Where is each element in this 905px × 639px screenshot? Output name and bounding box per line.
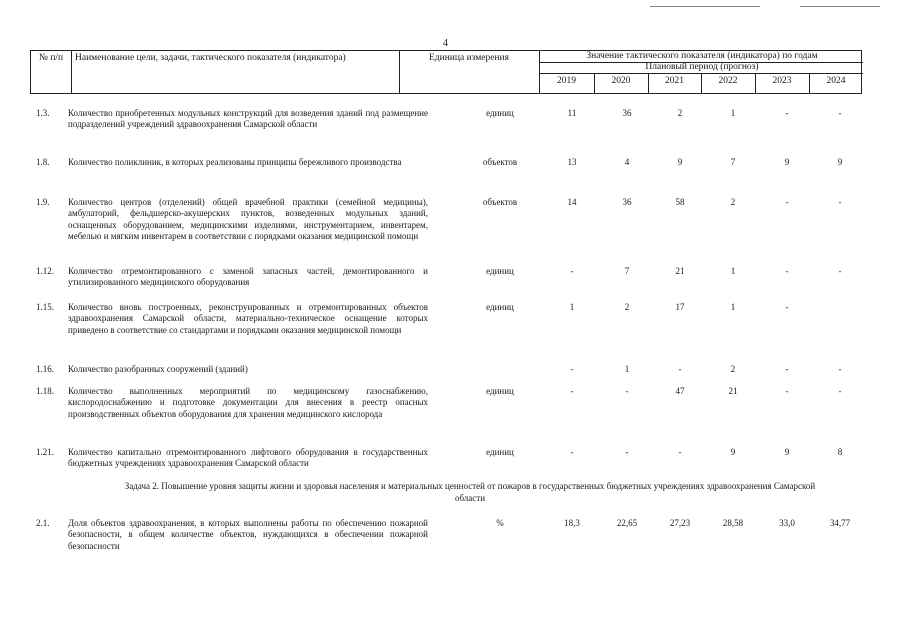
row-value-2023: 9 [784, 447, 790, 457]
header-year: 2023 [772, 76, 792, 86]
header-period: Плановый период (прогноз) [645, 62, 759, 72]
row-description: Количество вновь построенных, реконструированных и отремонтированных объектов здравоохранения Самарской области, материально-техническое оснащение которых приведено в соответствие со стандартами и порядками оказания медицинской помощи [68, 302, 428, 335]
row-number: 1.9. [36, 197, 50, 207]
page-number: 4 [443, 38, 448, 49]
row-value-2023: 33,0 [779, 518, 795, 528]
row-description: Количество разобранных сооружений (зданий) [68, 364, 248, 374]
header-year: 2022 [718, 76, 738, 86]
row-value-2023: - [785, 302, 789, 312]
row-value-2022: 1 [730, 266, 736, 276]
column-divider [399, 51, 400, 93]
row-number: 1.18. [36, 386, 54, 396]
row-description: Количество выполненных мероприятий по медицинскому газоснабжению, кислородоснабжению и подготовке документации для внесения в реестр опасных производственных объектов оборудования для хранения медицинского кислорода [68, 386, 428, 419]
row-value-2024: - [838, 266, 842, 276]
row-description: Количество центров (отделений) общей врачебной практики (семейной медицины), амбулаторий, фельдшерско-акушерских пунктов, возведенных модульных зданий, оснащенных оборудованием, медицинскими изделиями, инструментарием, инвентарем, мебелью и мягким инвентарем в соответствии с порядками оказания медицинской помощи [68, 197, 428, 242]
row-value-2020: 1 [624, 364, 630, 374]
row-description: Количество отремонтированного с заменой запасных частей, демонтированного и утилизированного медицинского оборудования [68, 266, 428, 288]
row-value-2020: - [625, 447, 629, 457]
row-value-2023: 9 [784, 157, 790, 167]
row-value-2023: - [785, 386, 789, 396]
row-value-2019: 18,3 [564, 518, 580, 528]
row-description: Количество капитально отремонтированного лифтового оборудования в государственных бюджетных учреждениях здравоохранения Самарской области [68, 447, 428, 469]
row-description: Количество приобретенных модульных конструкций для возведения зданий под размещение подразделений учреждений здравоохранения Самарской области [68, 108, 428, 130]
table-header [30, 50, 862, 94]
row-number: 1.12. [36, 266, 54, 276]
header-values: Значение тактического показателя (индикатора) по годам [586, 51, 818, 61]
row-value-2019: 11 [567, 108, 577, 118]
row-unit: % [496, 518, 504, 528]
row-value-2020: 2 [624, 302, 630, 312]
row-value-2019: - [570, 266, 574, 276]
header-year: 2020 [611, 76, 631, 86]
row-value-2019: 1 [569, 302, 575, 312]
row-value-2021: 47 [675, 386, 685, 396]
row-value-2022: 1 [730, 108, 736, 118]
row-number: 1.15. [36, 302, 54, 312]
row-unit: единиц [486, 266, 514, 276]
header-year: 2024 [826, 76, 846, 86]
row-value-2024: - [838, 364, 842, 374]
row-value-2024: 9 [837, 157, 843, 167]
row-value-2024: 8 [837, 447, 843, 457]
row-value-2024: - [838, 108, 842, 118]
row-unit: единиц [486, 108, 514, 118]
row-value-2021: 9 [677, 157, 683, 167]
header-year: 2021 [665, 76, 684, 86]
row-description: Количество поликлиник, в которых реализованы принципы бережливого производства [68, 157, 402, 167]
row-value-2021: 21 [675, 266, 685, 276]
row-number: 1.16. [36, 364, 54, 374]
row-value-2021: - [678, 447, 682, 457]
row-description: Доля объектов здравоохранения, в которых выполнены работы по обеспечению пожарной безопасности, в общем количестве объектов, нуждающихся в обеспечении пожарной безопасности [68, 518, 428, 551]
row-value-2020: 4 [624, 157, 630, 167]
row-unit: объектов [482, 157, 518, 167]
row-value-2020: 22,65 [616, 518, 638, 528]
row-value-2024: - [838, 386, 842, 396]
row-value-2022: 21 [728, 386, 738, 396]
row-number: 1.21. [36, 447, 54, 457]
row-value-2020: 36 [622, 197, 632, 207]
header-unit: Единица измерения [429, 53, 509, 63]
column-divider [71, 51, 72, 93]
header-year: 2019 [557, 76, 576, 86]
row-value-2020: 7 [624, 266, 630, 276]
row-value-2021: 58 [675, 197, 685, 207]
row-value-2019: - [570, 386, 574, 396]
row-number: 1.8. [36, 157, 50, 167]
task-heading: Задача 2. Повышение уровня защиты жизни и здоровья населения и материальных ценностей от пожаров в государственных бюджетных учреждениях здравоохранения Самарской области [124, 481, 816, 503]
row-value-2020: - [625, 386, 629, 396]
scan-artifact [650, 6, 760, 7]
header-name: Наименование цели, задачи, тактического показателя (индикатора) [75, 53, 346, 63]
row-value-2023: - [785, 197, 789, 207]
row-number: 1.3. [36, 108, 50, 118]
header-num: № п/п [38, 53, 64, 63]
row-value-2020: 36 [622, 108, 632, 118]
row-value-2024: - [838, 197, 842, 207]
row-value-2022: 2 [730, 364, 736, 374]
row-unit: единиц [486, 386, 514, 396]
scan-artifact [800, 6, 880, 7]
row-value-2019: 14 [567, 197, 577, 207]
row-value-2024: 34,77 [829, 518, 851, 528]
row-value-2022: 9 [730, 447, 736, 457]
row-value-2019: - [570, 364, 574, 374]
row-value-2019: - [570, 447, 574, 457]
row-value-2022: 1 [730, 302, 736, 312]
row-value-2023: - [785, 108, 789, 118]
row-value-2022: 2 [730, 197, 736, 207]
row-value-2022: 28,58 [722, 518, 744, 528]
row-value-2023: - [785, 266, 789, 276]
row-unit: единиц [486, 302, 514, 312]
row-value-2023: - [785, 364, 789, 374]
row-unit: объектов [482, 197, 518, 207]
row-value-2021: 2 [677, 108, 683, 118]
row-number: 2.1. [36, 518, 50, 528]
row-value-2019: 13 [567, 157, 577, 167]
row-value-2021: 17 [675, 302, 685, 312]
row-value-2021: - [678, 364, 682, 374]
row-unit: единиц [486, 447, 514, 457]
row-value-2021: 27,23 [669, 518, 691, 528]
row-value-2022: 7 [730, 157, 736, 167]
